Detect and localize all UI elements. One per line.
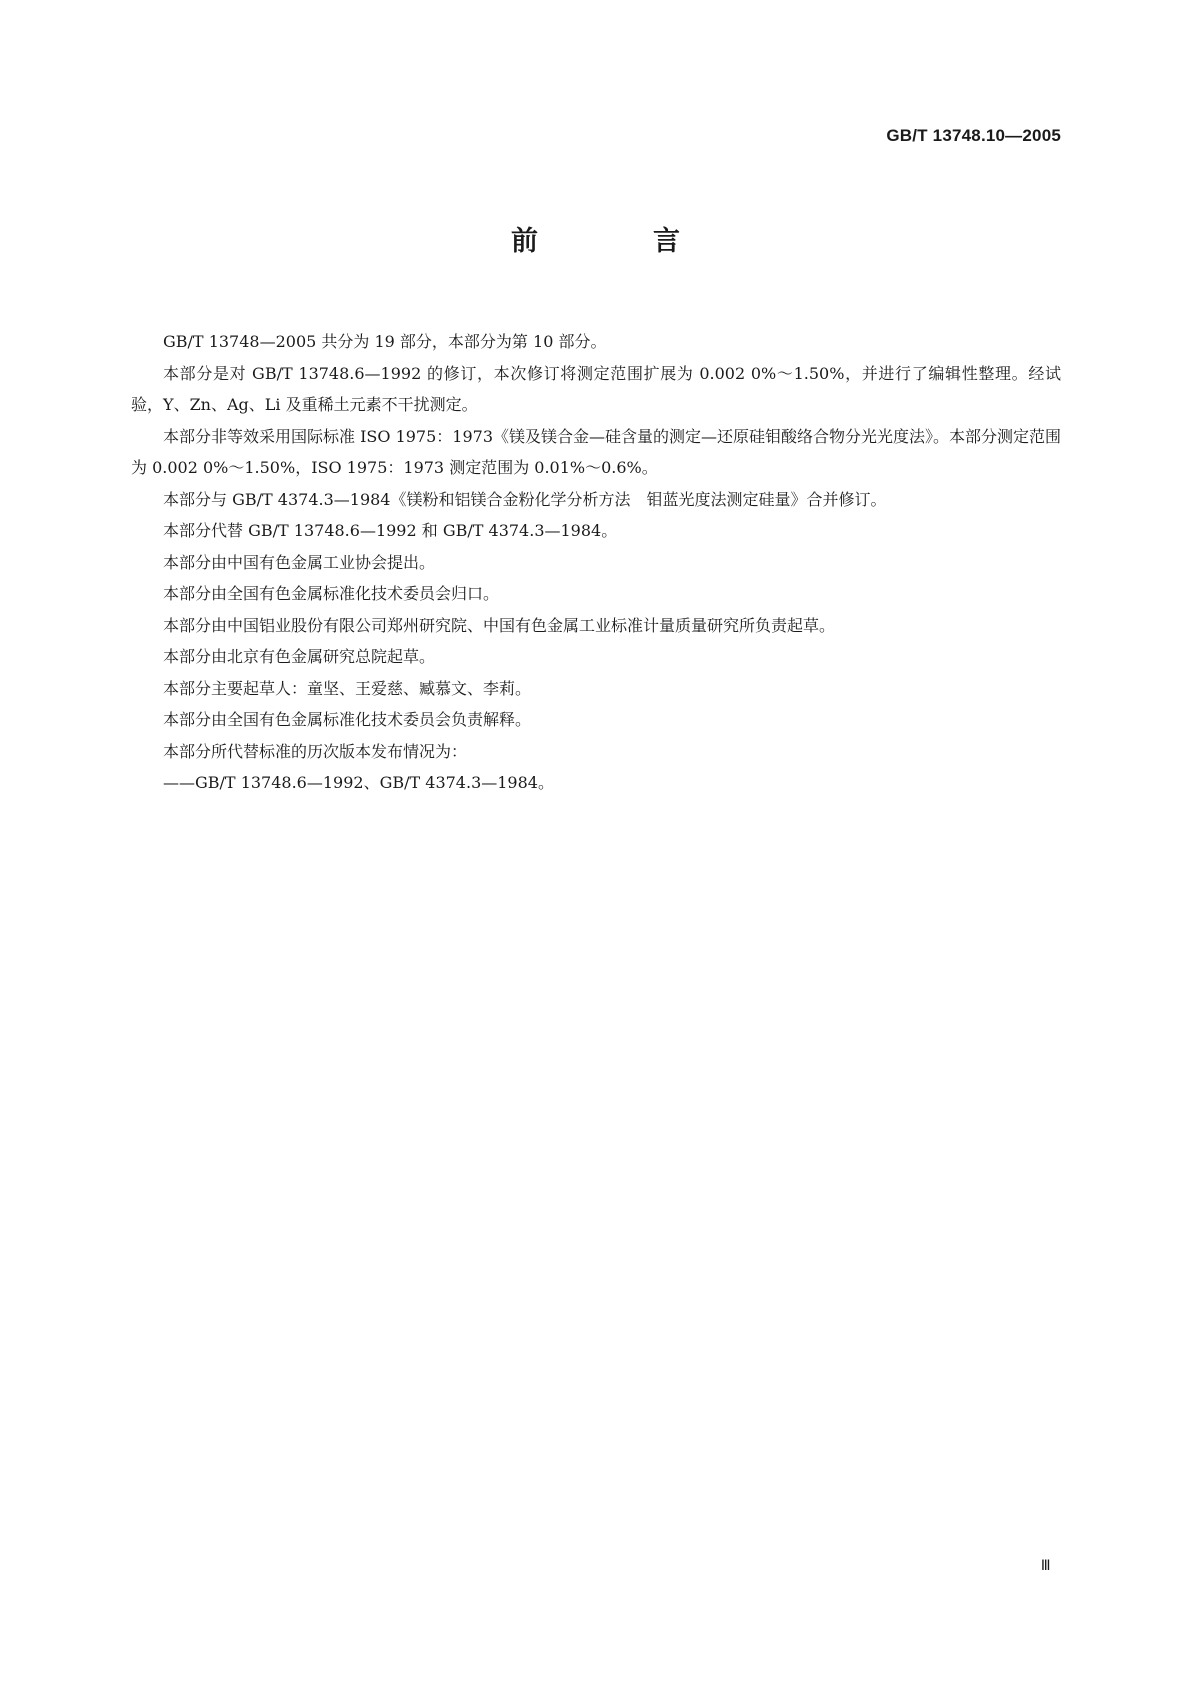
- page-number: Ⅲ: [1040, 1557, 1051, 1573]
- list-item-previous-edition: ——GB/T 13748.6—1992、GB/T 4374.3—1984。: [163, 773, 554, 792]
- foreword-body: [131, 326, 1061, 799]
- document-code: GB/T 13748.10—2005: [886, 126, 1061, 145]
- paragraph-drafted-by: 本部分由北京有色金属研究总院起草。: [163, 647, 436, 666]
- paragraph-iso-adoption: 本部分非等效采用国际标准 ISO 1975：1973《镁及镁合金—硅含量的测定—还原硅钼酸络合物分光光度法》。本部分测定范围为 0.002 0%～1.50%，ISO 1975：1973 测定范围为 0.01%～0.6%。: [131, 426, 1062, 477]
- paragraph-interpretation: 本部分由全国有色金属标准化技术委员会负责解释。: [163, 710, 532, 729]
- paragraph-merge: 本部分与 GB/T 4374.3—1984《镁粉和铝镁合金粉化学分析方法 钼蓝光度法测定硅量》合并修订。: [163, 489, 887, 509]
- paragraph-previous-editions: 本部分所代替标准的历次版本发布情况为：: [163, 741, 468, 761]
- paragraph-replaces: 本部分代替 GB/T 13748.6—1992 和 GB/T 4374.3—1984。: [163, 521, 618, 540]
- paragraph-main-drafters: 本部分主要起草人：童坚、王爱慈、臧慕文、李莉。: [163, 678, 532, 698]
- paragraph-revision: 本部分是对 GB/T 13748.6—1992 的修订，本次修订将测定范围扩展为 0.002 0%～1.50%，并进行了编辑性整理。经试验，Y、Zn、Ag、Li 及重稀土元素不干扰测定。: [131, 363, 1061, 414]
- paragraph-centralized-by: 本部分由全国有色金属标准化技术委员会归口。: [163, 584, 500, 603]
- paragraph-parts: GB/T 13748—2005 共分为 19 部分，本部分为第 10 部分。: [163, 332, 607, 351]
- paragraph-proposed-by: 本部分由中国有色金属工业协会提出。: [163, 552, 436, 572]
- page-title: 前 言: [511, 226, 724, 257]
- paragraph-drafting-units: 本部分由中国铝业股份有限公司郑州研究院、中国有色金属工业标准计量质量研究所负责起草。: [163, 615, 836, 635]
